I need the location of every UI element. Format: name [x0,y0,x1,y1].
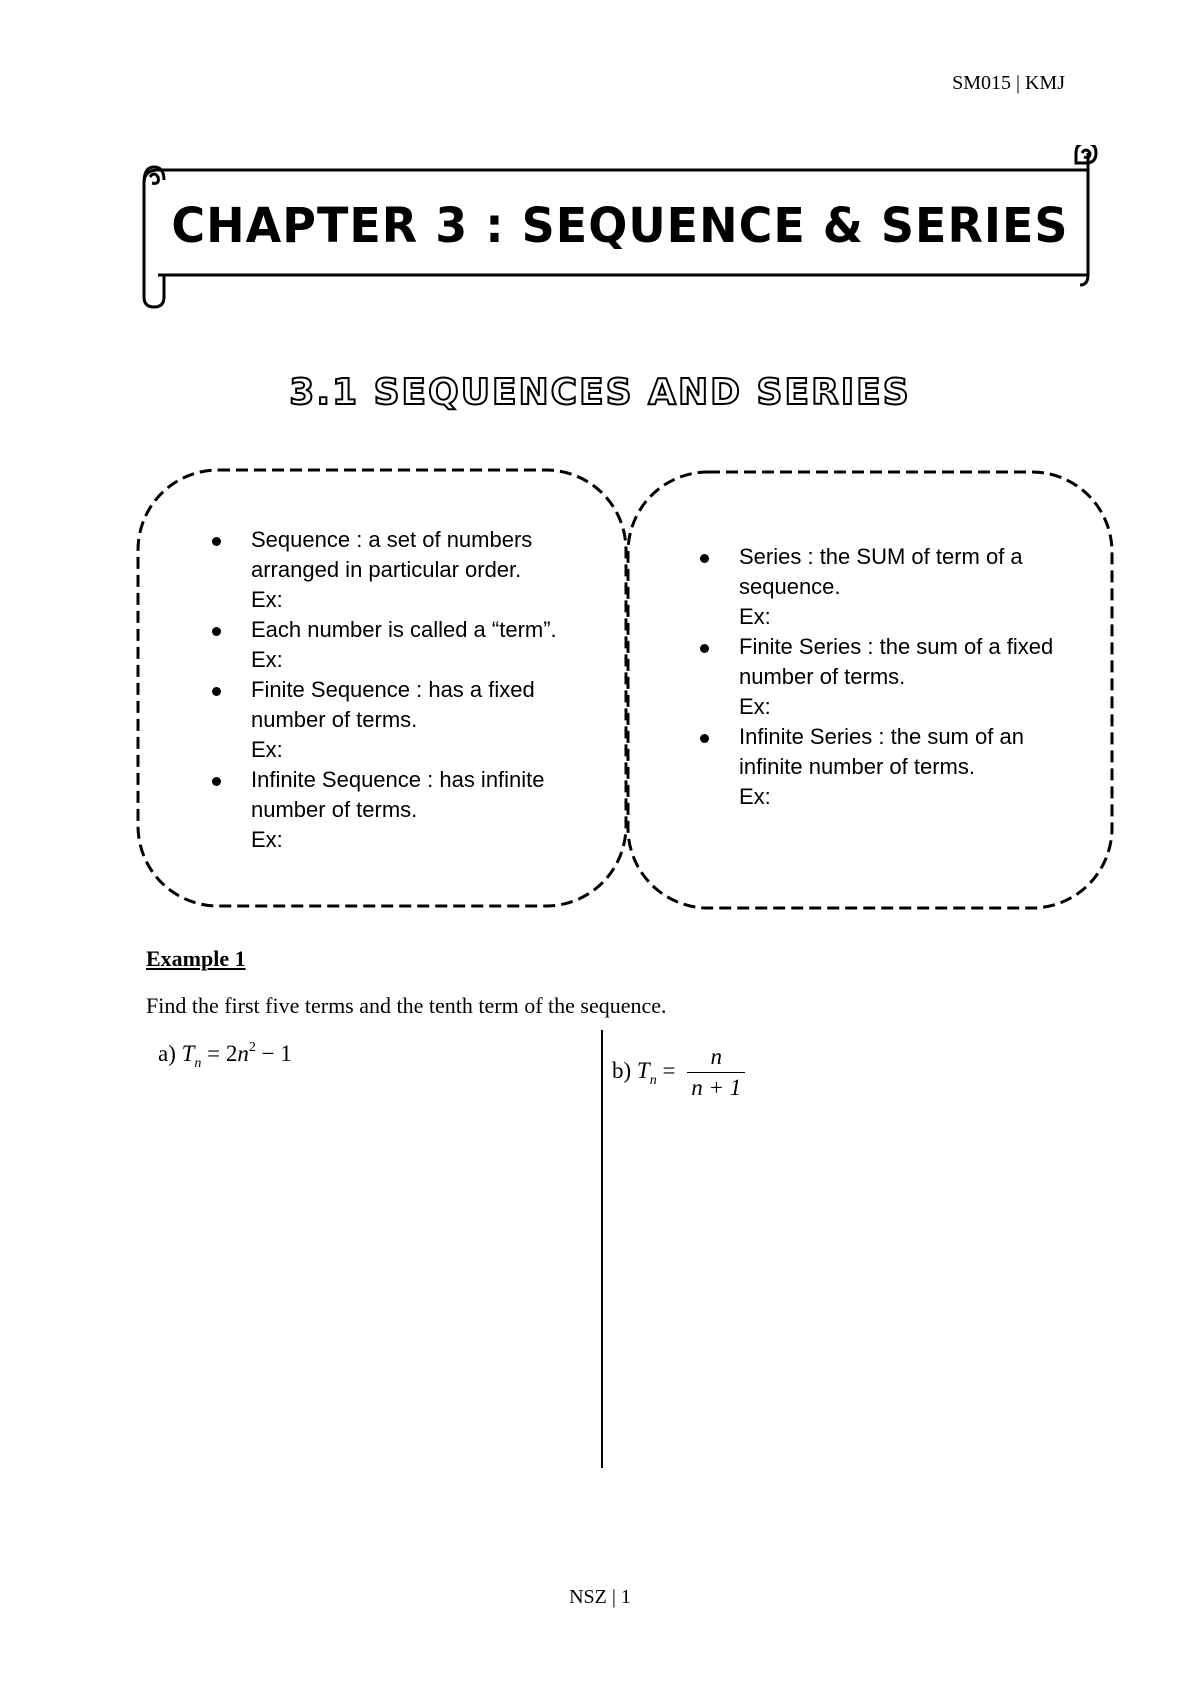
numerator: n [687,1044,745,1073]
chapter-title: CHAPTER 3 : SEQUENCE & SERIES [171,196,1069,254]
definition-text: Infinite Series : the sum of an infinite number of terms. [739,724,1024,779]
definition-text: Each number is called a “term”. [251,617,557,642]
example-label: Ex: [251,827,283,852]
term-symbol: T [636,1057,650,1083]
list-item [212,525,572,615]
bullet-icon [212,627,221,636]
bullet-icon [212,777,221,786]
bullet-icon [700,644,709,653]
equals-sign: = [662,1057,676,1083]
part-a-label: a) [158,1041,176,1066]
document-code: SM015 | KMJ [952,72,1065,94]
fraction [687,1044,745,1101]
sequence-definitions [212,525,572,855]
constant-term: − 1 [261,1041,292,1066]
bullet-icon [212,537,221,546]
definition-text: Finite Series : the sum of a fixed number of terms. [739,634,1054,689]
variable: n [237,1041,249,1066]
list-item [700,722,1060,812]
bullet-icon [700,554,709,563]
example-label: Ex: [251,587,283,612]
list-item [212,615,572,675]
bullet-icon [212,687,221,696]
example-heading: Example 1 [146,946,246,971]
list-item [700,632,1060,722]
exponent: 2 [248,1040,256,1055]
definition-text: Sequence : a set of numbers arranged in particular order. [251,527,533,582]
term-subscript: n [194,1056,202,1071]
example-instruction: Find the first five terms and the tenth term of the sequence. [146,993,667,1018]
term-subscript: n [649,1072,657,1088]
denominator: n + 1 [691,1075,742,1100]
section-title: 3.1 SEQUENCES AND SERIES [289,372,911,413]
definition-text: Infinite Sequence : has infinite number of terms. [251,767,545,822]
list-item [212,765,572,855]
series-definitions [700,542,1060,812]
part-a-formula [158,1040,292,1072]
part-b-label: b) [612,1057,632,1083]
part-b-formula [612,1044,745,1101]
equals-sign: = [207,1041,221,1066]
example-label: Ex: [739,694,771,719]
definition-text: Series : the SUM of term of a sequence. [739,544,1023,599]
example-label: Ex: [251,737,283,762]
page-footer: NSZ | 1 [569,1586,631,1608]
definition-text: Finite Sequence : has a fixed number of terms. [251,677,535,732]
example-label: Ex: [739,784,771,809]
column-divider [601,1030,603,1468]
term-symbol: T [181,1041,195,1066]
bullet-icon [700,734,709,743]
example-label: Ex: [251,647,283,672]
list-item [212,675,572,765]
example-label: Ex: [739,604,771,629]
list-item [700,542,1060,632]
coefficient: 2 [225,1041,238,1066]
